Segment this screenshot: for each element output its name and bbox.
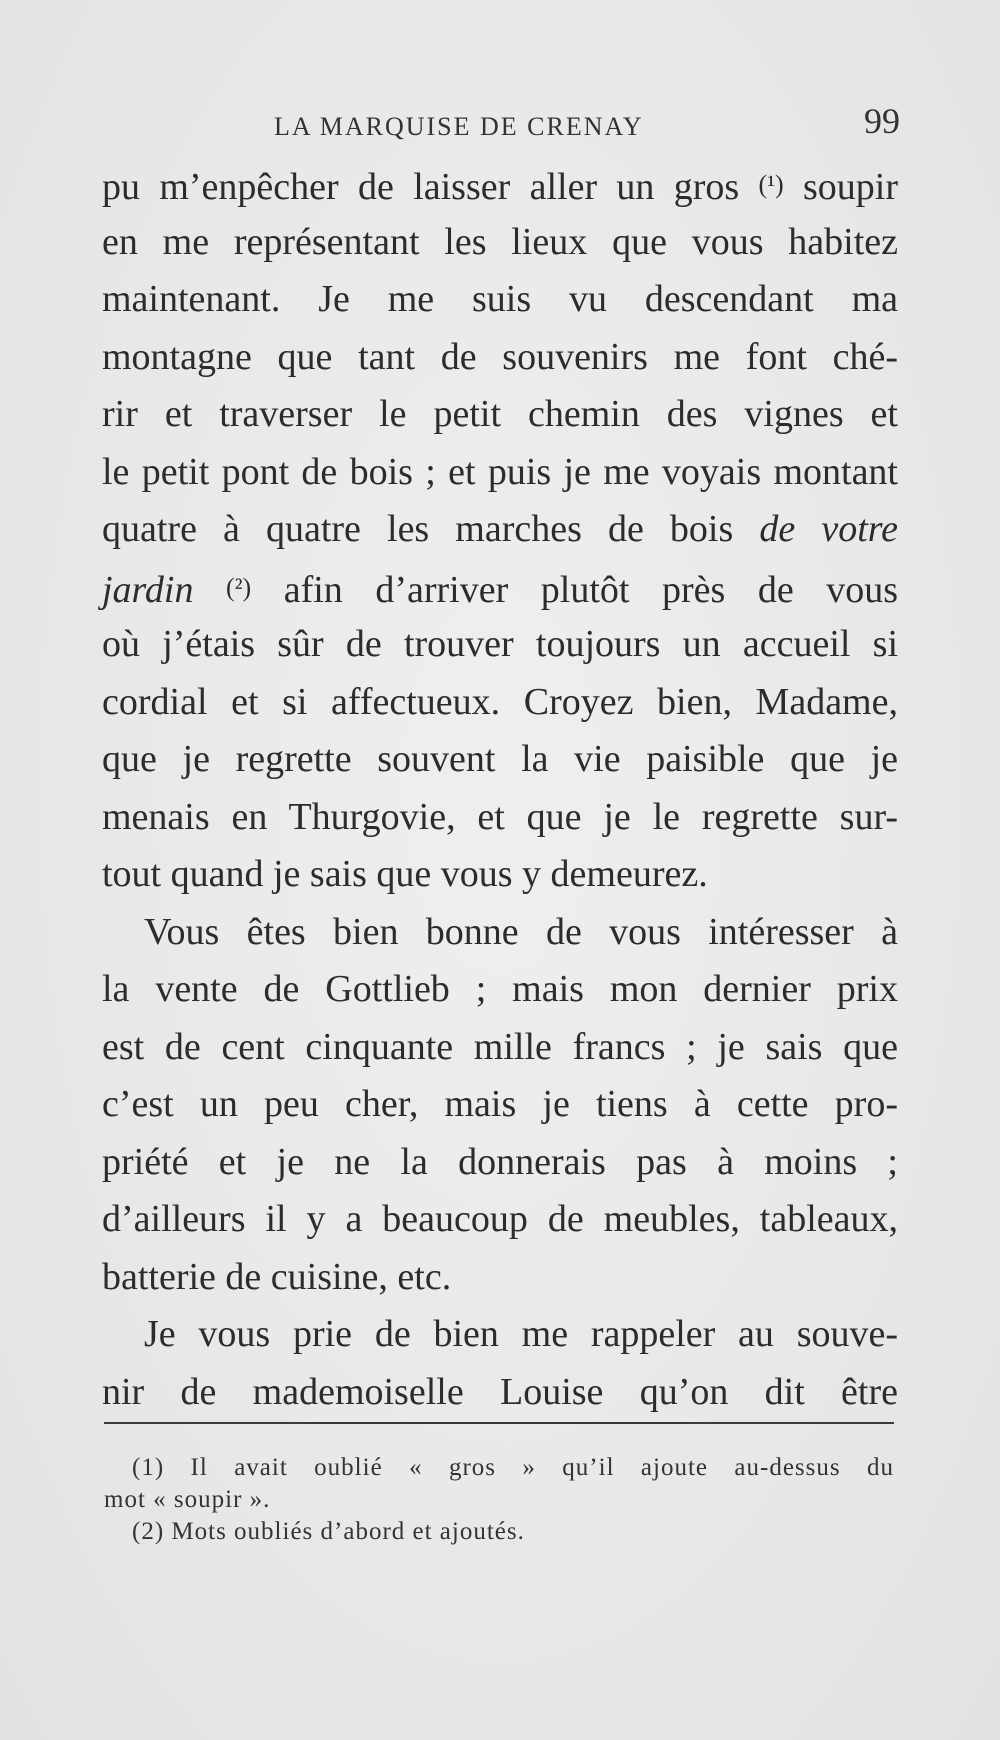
italic-text: de votre — [759, 508, 898, 550]
text-fragment: quatre à quatre les marches de bois — [102, 508, 734, 550]
footnote-1: (1) Il avait oublié « gros » qu’il ajoute au-dessus du — [132, 1454, 894, 1481]
italic-text: jardin — [102, 568, 194, 611]
text-line — [102, 559, 898, 617]
text-line: tout quand je sais que vous y demeurez. — [102, 853, 708, 895]
text-line: menais en Thurgovie, et que je le regrette sur- — [102, 795, 898, 838]
running-title: LA MARQUISE DE CRENAY — [274, 112, 644, 141]
text-line: priété et je ne la donnerais pas à moins ; — [102, 1140, 898, 1183]
text-line: que je regrette souvent la vie paisible que je — [102, 738, 898, 780]
text-line: Vous êtes bien bonne de vous intéresser à — [144, 910, 898, 953]
text-line: est de cent cinquante mille francs ; je sais que — [102, 1025, 898, 1068]
text-line: la vente de Gottlieb ; mais mon dernier prix — [102, 968, 898, 1010]
text-fragment: soupir — [803, 166, 899, 208]
footnote-marker-1: (¹) — [758, 170, 784, 199]
text-line: en me représentant les lieux que vous habitez — [102, 220, 898, 263]
text-line — [102, 156, 898, 214]
text-line: d’ailleurs il y a beaucoup de meubles, tableaux, — [102, 1198, 898, 1240]
text-line: rir et traverser le petit chemin des vignes et — [102, 393, 898, 435]
text-line: c’est un peu cher, mais je tiens à cette pro- — [102, 1083, 898, 1125]
page-header — [104, 100, 900, 140]
page-number: 99 — [864, 101, 900, 141]
text-line — [102, 501, 898, 559]
footnote-2: (2) Mots oubliés d’abord et ajoutés. — [132, 1518, 525, 1545]
text-line: le petit pont de bois ; et puis je me voyais montant — [102, 450, 898, 493]
text-line: nir de mademoiselle Louise qu’on dit être — [102, 1370, 898, 1413]
text-fragment: afin d’arriver plutôt près de vous — [283, 568, 899, 611]
footnotes — [104, 1452, 894, 1548]
text-line: maintenant. Je me suis vu descendant ma — [102, 278, 898, 320]
text-fragment: pu m’enpêcher de laisser aller un gros — [102, 166, 740, 208]
text-line: batterie de cuisine, etc. — [102, 1255, 452, 1298]
text-line: où j’étais sûr de trouver toujours un accueil si — [102, 623, 898, 665]
text-line: Je vous prie de bien me rappeler au souve- — [144, 1313, 898, 1355]
footnote-divider — [104, 1422, 894, 1424]
body-text — [102, 156, 898, 1421]
text-line: cordial et si affectueux. Croyez bien, Madame, — [102, 680, 898, 723]
footnote-marker-2: (²) — [226, 572, 252, 602]
text-line: montagne que tant de souvenirs me font ché- — [102, 335, 898, 378]
footnote-1-continuation: mot « soupir ». — [104, 1486, 271, 1513]
